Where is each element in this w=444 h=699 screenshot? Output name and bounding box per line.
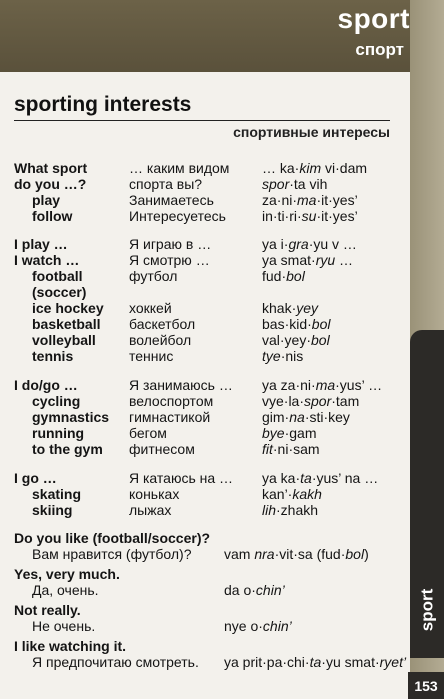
pronunciation: khak·yey: [262, 300, 319, 316]
phrase-row: [0, 284, 410, 301]
phrase-row: [0, 409, 410, 426]
english-phrase: play: [32, 192, 61, 208]
pronunciation: kan’·kakh: [262, 486, 322, 502]
phrase-row: [0, 332, 410, 349]
page-number: 153: [408, 672, 444, 699]
russian-phrase: Да, очень.: [32, 582, 99, 598]
phrase-question-row: [0, 566, 410, 583]
phrase-question-row: [0, 602, 410, 619]
russian-phrase: футбол: [129, 268, 178, 284]
english-phrase: running: [32, 425, 85, 441]
english-phrase: skiing: [32, 502, 73, 518]
pronunciation: gim·na·sti·key: [262, 409, 350, 425]
pronunciation: vam nra·vit·sa (fud·bol): [224, 546, 369, 562]
english-phrase: I watch …: [14, 252, 80, 268]
phrase-row: [0, 208, 410, 225]
english-phrase: I do/go …: [14, 377, 78, 393]
pronunciation: lih·zhakh: [262, 502, 319, 518]
english-phrase: to the gym: [32, 441, 103, 457]
phrase-row: [0, 252, 410, 269]
pronunciation: ya ka·ta·yus’ na …: [262, 470, 379, 486]
pronunciation: ya prit·pa·chi·ta·yu smat·ryet’: [224, 654, 407, 670]
pronunciation: … ka·kim vi·dam: [262, 160, 368, 176]
pronunciation: ya za·ni·ma·yus’ …: [262, 377, 383, 393]
phrase-row: [0, 316, 410, 333]
russian-phrase: Интересуетесь: [129, 208, 226, 224]
russian-phrase: хоккей: [129, 300, 172, 316]
russian-phrase: лыжах: [129, 502, 172, 518]
section-title: sporting interests: [14, 93, 192, 116]
title-divider: [14, 120, 390, 121]
phrase-row: [0, 160, 410, 177]
english-phrase: ice hockey: [32, 300, 104, 316]
russian-phrase: коньках: [129, 486, 180, 502]
russian-phrase: Я предпочитаю смотреть.: [32, 654, 199, 670]
phrase-row: [0, 425, 410, 442]
english-phrase: football: [32, 268, 83, 284]
phrase-translation-row: [0, 582, 410, 599]
pronunciation: za·ni·ma·it·yes’: [262, 192, 358, 208]
phrase-row: [0, 192, 410, 209]
phrase-row: [0, 486, 410, 503]
phrase-row: [0, 300, 410, 317]
english-phrase: Not really.: [14, 602, 81, 618]
pronunciation: ya i·gra·yu v …: [262, 236, 357, 252]
pronunciation: tye·nis: [262, 348, 304, 364]
phrase-row: [0, 502, 410, 519]
english-phrase: (soccer): [32, 284, 87, 300]
phrase-row: [0, 176, 410, 193]
russian-phrase: велоспортом: [129, 393, 214, 409]
phrase-translation-row: [0, 618, 410, 635]
russian-phrase: бегом: [129, 425, 167, 441]
russian-phrase: спорта вы?: [129, 176, 203, 192]
section-subtitle-russian: спортивные интересы: [233, 124, 390, 140]
russian-phrase: фитнесом: [129, 441, 195, 457]
pronunciation: spor·ta vih: [262, 176, 328, 192]
pronunciation: bas·kid·bol: [262, 316, 331, 332]
english-phrase: skating: [32, 486, 82, 502]
phrase-question-row: [0, 638, 410, 655]
side-tab-label: sport: [417, 588, 436, 632]
russian-phrase: Я играю в …: [129, 236, 212, 252]
phrase-row: [0, 236, 410, 253]
english-phrase: I play …: [14, 236, 68, 252]
english-phrase: Do you like (football/soccer)?: [14, 530, 211, 546]
english-phrase: I go …: [14, 470, 57, 486]
phrase-question-row: [0, 530, 410, 547]
pronunciation: fit·ni·sam: [262, 441, 320, 457]
russian-phrase: Не очень.: [32, 618, 96, 634]
phrase-row: [0, 441, 410, 458]
phrase-row: [0, 268, 410, 285]
pronunciation: fud·bol: [262, 268, 305, 284]
english-phrase: follow: [32, 208, 73, 224]
russian-phrase: гимнастикой: [129, 409, 211, 425]
phrase-translation-row: [0, 654, 410, 671]
pronunciation: in·ti·ri·su·it·yes’: [262, 208, 358, 224]
russian-phrase: баскетбол: [129, 316, 196, 332]
phrase-translation-row: [0, 546, 410, 563]
english-phrase: I like watching it.: [14, 638, 127, 654]
pronunciation: ya smat·ryu …: [262, 252, 354, 268]
pronunciation: nye o·chin’: [224, 618, 292, 634]
english-phrase: basketball: [32, 316, 101, 332]
phrase-row: [0, 377, 410, 394]
english-phrase: do you …?: [14, 176, 87, 192]
chapter-title-russian: спорт: [355, 40, 404, 59]
russian-phrase: волейбол: [129, 332, 192, 348]
pronunciation: bye·gam: [262, 425, 317, 441]
russian-phrase: Занимаетесь: [129, 192, 214, 208]
english-phrase: tennis: [32, 348, 74, 364]
pronunciation: vye·la·spor·tam: [262, 393, 360, 409]
russian-phrase: Вам нравится (футбол)?: [32, 546, 192, 562]
pronunciation: da o·chin’: [224, 582, 285, 598]
english-phrase: cycling: [32, 393, 81, 409]
russian-phrase: теннис: [129, 348, 174, 364]
english-phrase: What sport: [14, 160, 88, 176]
russian-phrase: Я занимаюсь …: [129, 377, 233, 393]
english-phrase: volleyball: [32, 332, 96, 348]
english-phrase: Yes, very much.: [14, 566, 120, 582]
russian-phrase: Я катаюсь на …: [129, 470, 234, 486]
phrase-row: [0, 393, 410, 410]
phrase-row: [0, 470, 410, 487]
chapter-title-english: sport: [337, 3, 410, 34]
russian-phrase: … каким видом: [129, 160, 230, 176]
russian-phrase: Я смотрю …: [129, 252, 210, 268]
phrase-row: [0, 348, 410, 365]
pronunciation: val·yey·bol: [262, 332, 330, 348]
english-phrase: gymnastics: [32, 409, 110, 425]
